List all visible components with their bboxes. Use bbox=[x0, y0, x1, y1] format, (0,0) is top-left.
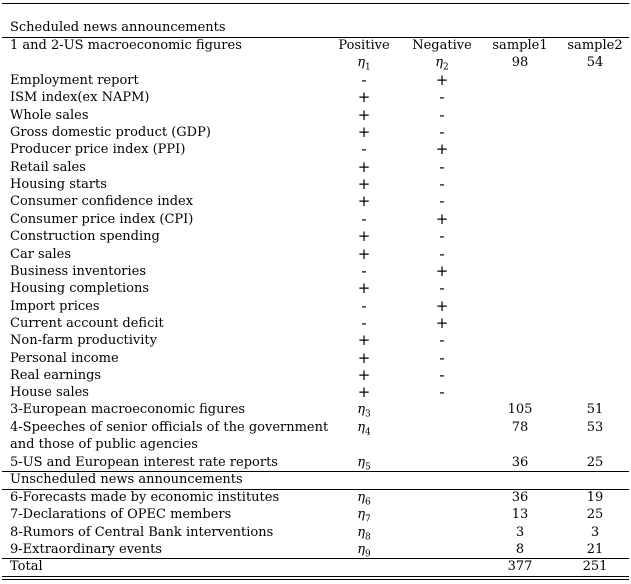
negative-sign: - bbox=[439, 175, 445, 193]
indicator-label: Employment report bbox=[10, 73, 139, 88]
indicator-label: Non-farm productivity bbox=[10, 333, 157, 348]
group-sample2: 19 bbox=[586, 490, 604, 505]
negative-sign: - bbox=[439, 349, 445, 367]
negative-sign: + bbox=[435, 314, 449, 332]
indicator-row bbox=[0, 280, 631, 297]
table-title: Scheduled news announcements bbox=[10, 20, 226, 35]
positive-sign: + bbox=[357, 366, 371, 384]
positive-sign: - bbox=[361, 140, 367, 158]
indicator-label: Housing completions bbox=[10, 281, 150, 296]
indicator-row bbox=[0, 89, 631, 106]
indicator-label: Housing starts bbox=[10, 177, 107, 192]
positive-sign: + bbox=[357, 175, 371, 193]
group-symbol: $\eta_6$ bbox=[357, 490, 371, 508]
negative-sign: - bbox=[439, 279, 445, 297]
indicator-row bbox=[0, 246, 631, 263]
indicator-label: Business inventories bbox=[10, 264, 147, 279]
positive-sign: + bbox=[357, 158, 371, 176]
negative-sign: + bbox=[435, 71, 449, 89]
indicator-label: Consumer confidence index bbox=[10, 194, 194, 209]
indicator-row bbox=[0, 367, 631, 384]
negative-sign: - bbox=[439, 158, 445, 176]
negative-sign: - bbox=[439, 227, 445, 245]
group-row bbox=[0, 454, 631, 471]
indicator-row bbox=[0, 211, 631, 228]
positive-sign: + bbox=[357, 383, 371, 401]
indicator-label: House sales bbox=[10, 385, 89, 400]
header-negative: Negative bbox=[412, 38, 472, 53]
negative-sign: + bbox=[435, 210, 449, 228]
indicator-row bbox=[0, 228, 631, 245]
group-symbol: $\eta_5$ bbox=[357, 455, 371, 473]
indicator-label: Consumer price index (CPI) bbox=[10, 212, 194, 227]
negative-sign: - bbox=[439, 106, 445, 124]
group-symbol: $\eta_4$ bbox=[357, 420, 371, 438]
negative-sign: + bbox=[435, 262, 449, 280]
indicator-label: Producer price index (PPI) bbox=[10, 142, 186, 157]
indicator-label: Construction spending bbox=[10, 229, 160, 244]
group-sample1: 36 bbox=[511, 490, 529, 505]
header-sample1: sample1 bbox=[492, 38, 548, 53]
indicator-label: Gross domestic product (GDP) bbox=[10, 125, 211, 140]
group-sample1: 105 bbox=[507, 402, 533, 417]
indicator-label: Import prices bbox=[10, 299, 100, 314]
group-label: 9-Extraordinary events bbox=[10, 542, 163, 557]
group-sample1: 8 bbox=[515, 542, 525, 557]
group-label: 4-Speeches of senior officials of the government bbox=[10, 420, 329, 435]
negative-sign: - bbox=[439, 88, 445, 106]
negative-sign: - bbox=[439, 383, 445, 401]
header-positive: Positive bbox=[338, 38, 390, 53]
group-row bbox=[0, 401, 631, 418]
indicator-row bbox=[0, 193, 631, 210]
bottom-rule-2 bbox=[2, 579, 629, 580]
negative-symbol: $\eta_2$ bbox=[435, 55, 449, 73]
bottom-rule-1 bbox=[2, 576, 629, 577]
positive-sign: - bbox=[361, 297, 367, 315]
positive-sign: + bbox=[357, 227, 371, 245]
group-row bbox=[0, 489, 631, 506]
positive-sign: - bbox=[361, 314, 367, 332]
group-sample1: 13 bbox=[511, 507, 529, 522]
group-label: 8-Rumors of Central Bank interventions bbox=[10, 525, 274, 540]
header-symbol-row bbox=[0, 54, 631, 71]
indicator-label: Whole sales bbox=[10, 108, 89, 123]
group-label-line2: and those of public agencies bbox=[10, 437, 198, 452]
negative-sign: - bbox=[439, 366, 445, 384]
group-symbol: $\eta_9$ bbox=[357, 542, 371, 560]
group-sample2: 25 bbox=[586, 507, 604, 522]
indicator-label: Current account deficit bbox=[10, 316, 164, 331]
positive-sign: + bbox=[357, 192, 371, 210]
positive-sign: + bbox=[357, 349, 371, 367]
indicator-row bbox=[0, 176, 631, 193]
group-sample2: 53 bbox=[586, 420, 604, 435]
group-symbol: $\eta_8$ bbox=[357, 525, 371, 543]
positive-sign: - bbox=[361, 262, 367, 280]
group-sample1: 36 bbox=[511, 455, 529, 470]
total-sample1: 377 bbox=[507, 559, 533, 574]
group-label-us: 1 and 2-US macroeconomic figures bbox=[10, 38, 242, 53]
negative-sign: - bbox=[439, 123, 445, 141]
positive-sign: + bbox=[357, 88, 371, 106]
indicator-row bbox=[0, 384, 631, 401]
group-symbol: $\eta_3$ bbox=[357, 402, 371, 420]
top-rule bbox=[2, 3, 629, 4]
total-row bbox=[0, 558, 631, 575]
group-label: 5-US and European interest rate reports bbox=[10, 455, 278, 470]
group-label: 7-Declarations of OPEC members bbox=[10, 507, 232, 522]
positive-sign: + bbox=[357, 331, 371, 349]
indicator-row bbox=[0, 350, 631, 367]
indicator-row bbox=[0, 332, 631, 349]
group-row bbox=[0, 419, 631, 436]
negative-sign: - bbox=[439, 331, 445, 349]
indicator-row bbox=[0, 124, 631, 141]
header-row bbox=[0, 37, 631, 54]
indicator-row bbox=[0, 159, 631, 176]
group-sample2: 21 bbox=[586, 542, 604, 557]
group-row-continuation bbox=[0, 436, 631, 453]
indicator-label: Car sales bbox=[10, 247, 71, 262]
indicator-label: Personal income bbox=[10, 351, 119, 366]
negative-sign: - bbox=[439, 192, 445, 210]
positive-sign: - bbox=[361, 71, 367, 89]
group-label: 6-Forecasts made by economic institutes bbox=[10, 490, 280, 505]
positive-sign: + bbox=[357, 279, 371, 297]
indicator-row bbox=[0, 263, 631, 280]
us-sample2-count: 54 bbox=[586, 55, 604, 70]
group-sample2: 51 bbox=[586, 402, 604, 417]
positive-sign: + bbox=[357, 106, 371, 124]
indicator-row bbox=[0, 315, 631, 332]
group-row bbox=[0, 524, 631, 541]
total-sample2: 251 bbox=[582, 559, 608, 574]
total-label: Total bbox=[10, 559, 43, 574]
positive-sign: + bbox=[357, 123, 371, 141]
group-row bbox=[0, 506, 631, 523]
header-sample2: sample2 bbox=[567, 38, 623, 53]
group-label: 3-European macroeconomic figures bbox=[10, 402, 246, 417]
indicator-label: ISM index(ex NAPM) bbox=[10, 90, 150, 105]
group-sample2: 25 bbox=[586, 455, 604, 470]
group-symbol: $\eta_7$ bbox=[357, 507, 371, 525]
negative-sign: + bbox=[435, 297, 449, 315]
indicator-row bbox=[0, 298, 631, 315]
negative-sign: - bbox=[439, 245, 445, 263]
indicator-label: Retail sales bbox=[10, 160, 86, 175]
positive-symbol: $\eta_1$ bbox=[357, 55, 371, 73]
group-sample2: 3 bbox=[590, 525, 600, 540]
indicator-row bbox=[0, 107, 631, 124]
positive-sign: - bbox=[361, 210, 367, 228]
indicator-row bbox=[0, 141, 631, 158]
negative-sign: + bbox=[435, 140, 449, 158]
indicator-label: Real earnings bbox=[10, 368, 102, 383]
indicator-row bbox=[0, 72, 631, 89]
group-sample1: 3 bbox=[515, 525, 525, 540]
group-row bbox=[0, 541, 631, 558]
positive-sign: + bbox=[357, 245, 371, 263]
group-sample1: 78 bbox=[511, 420, 529, 435]
unscheduled-title: Unscheduled news announcements bbox=[10, 472, 243, 487]
us-sample1-count: 98 bbox=[511, 55, 529, 70]
